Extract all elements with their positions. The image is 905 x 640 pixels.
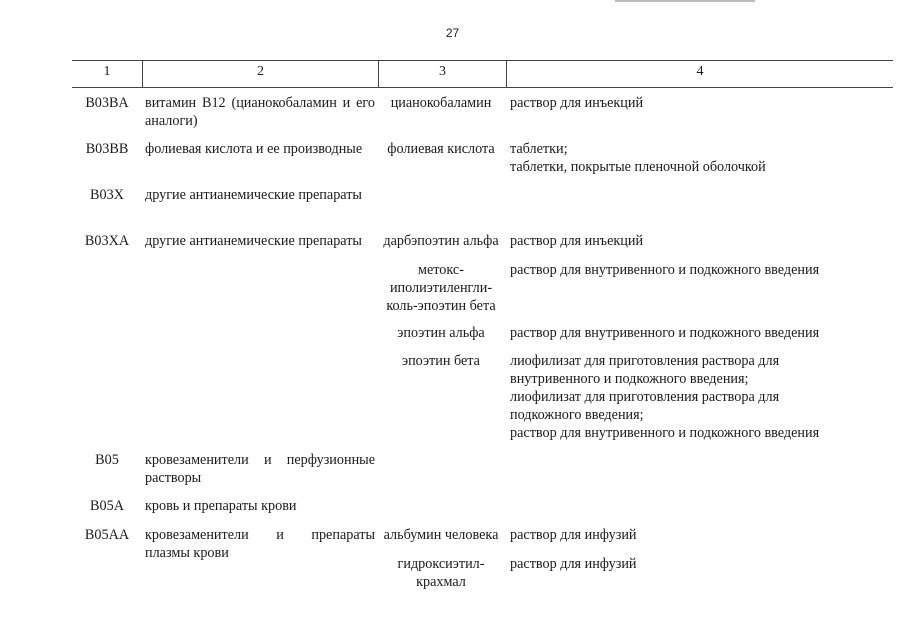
- atx-name: кровезаменители и перфузионные растворы: [145, 452, 375, 486]
- atx-code: B03BA: [85, 95, 129, 111]
- dosage-form: раствор для инъекций: [510, 95, 644, 111]
- atx-name: фолиевая кислота и ее производные: [145, 141, 363, 157]
- drug-name: гидроксиэтил- крахмал: [397, 556, 485, 590]
- header-col-2: 2: [257, 64, 264, 79]
- dosage-form: раствор для внутривенного и подкожного введения: [510, 325, 820, 341]
- drug-name: дарбэпоэтин альфа: [383, 233, 499, 249]
- drug-name: альбумин человека: [383, 527, 499, 543]
- atx-code: B05AA: [84, 527, 130, 543]
- table-header-bottom-border: [72, 87, 893, 88]
- header-col-1: 1: [103, 64, 111, 79]
- drug-name: цианокобаламин: [390, 95, 492, 111]
- dosage-form: лиофилизат для приготовления раствора для внутривенного и подкожного введения; лиофилизат для приготовления раствора для подкожного введения; раствор для внутривенного и подкожного введения: [510, 353, 820, 441]
- atx-name: другие антианемические препараты: [145, 233, 362, 249]
- atx-name: витамин B12 (цианокобаламин и его аналоги): [145, 95, 375, 129]
- header-col-3: 3: [439, 64, 446, 79]
- atx-code: B03XA: [84, 233, 130, 249]
- drug-name: фолиевая кислота: [387, 141, 495, 157]
- drug-name: эпоэтин бета: [402, 353, 480, 369]
- drug-name: метокс- иполиэтиленгли- коль-эпоэтин бета: [386, 262, 496, 314]
- atx-name: другие антианемические препараты: [145, 187, 362, 203]
- page-number: 27: [445, 26, 460, 40]
- atx-code: B05: [95, 452, 119, 468]
- dosage-form: раствор для инфузий: [510, 527, 637, 543]
- header-col-4: 4: [696, 64, 704, 79]
- table-top-border: [72, 60, 893, 61]
- drug-name: эпоэтин альфа: [397, 325, 485, 341]
- dosage-form: раствор для инъекций: [510, 233, 644, 249]
- atx-name: кровезаменители и препараты плазмы крови: [145, 527, 375, 561]
- dosage-form: раствор для инфузий: [510, 556, 637, 572]
- scan-edge-mark: [615, 0, 755, 2]
- atx-name: кровь и препараты крови: [145, 498, 297, 514]
- atx-code: B05A: [90, 498, 124, 514]
- dosage-form: таблетки; таблетки, покрытые пленочной оболочкой: [510, 141, 766, 175]
- atx-code: B03BB: [85, 141, 129, 157]
- dosage-form: раствор для внутривенного и подкожного введения: [510, 262, 820, 278]
- atx-code: B03X: [90, 187, 124, 203]
